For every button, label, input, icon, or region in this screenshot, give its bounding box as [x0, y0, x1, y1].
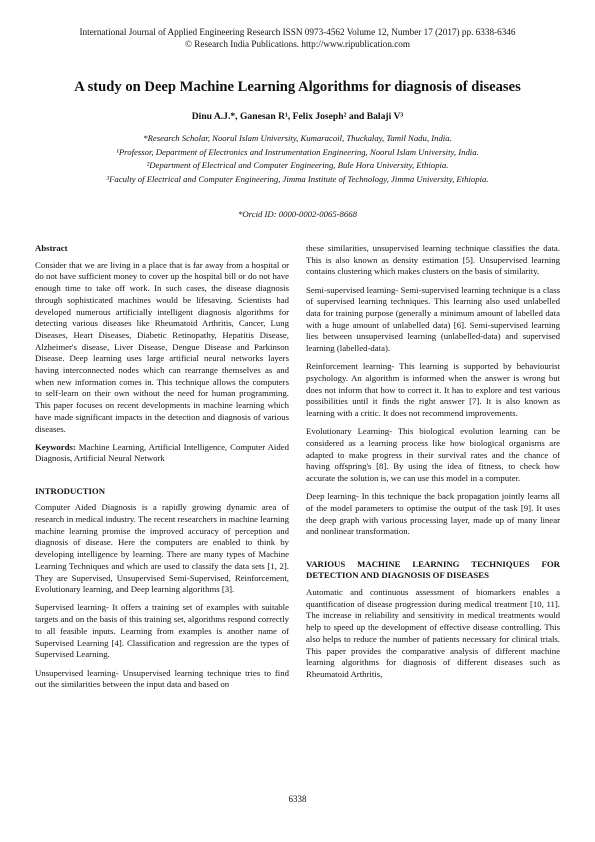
techniques-heading: VARIOUS MACHINE LEARNING TECHNIQUES FOR DETECTION AND DIAGNOSIS OF DISEASES — [306, 558, 560, 581]
affiliations — [0, 132, 595, 186]
keywords-label: Keywords: — [35, 441, 76, 452]
intro-paragraph-1: Computer Aided Diagnosis is a rapidly growing dynamic area of research in medical industry. The recent researchers in machine learning machine learning promise the improved accuracy of perception and diagnosis of disease. Here the computers are enabled to think by developing intelligence by learning. There are many types of Machine Learning Techniques and which are used to classify the data sets [1, 2]. They are Supervised, Unsupervised Semi-Supervised, Reinforcement, Evolutionary learning, and Deep learning algorithms [3]. — [35, 502, 289, 595]
abstract-text: Consider that we are living in a place that is far away from a hospital or do not have sufficient money to cover up the hospital bill or do not have enough time to take off work. In such cases, the disease diagnosis through sophisticated machines would be lifesaving. Scientists had developed numerous artificially intelligent diagnosis algorithms for detecting various diseases like Rheumatoid Arthritis, Cancer, Lung Diseases, Heart Diseases, Diabetic Retinopathy, Hepatitis Disease, Alzheimer's disease, Liver Disease, Dengue Disease and Parkinson Disease. Deep learning uses large artificial neural networks layers having interconnected nodes which can rearrange themselves as and when new information comes in. This technique allows the computers to self-learn on their own without the need for human programming. This paper focuses on recent developments in machine learning which have made significant impacts in the detection and diagnosis of various diseases. — [35, 259, 289, 434]
journal-header-line1: International Journal of Applied Engineering Research ISSN 0973-4562 Volume 12, Number 17 (2017) pp. 6338-6346 — [79, 27, 516, 37]
keywords — [35, 442, 289, 465]
right-paragraph-3: Reinforcement learning- This learning is supported by behaviourist psychology. An algorithm is informed when the answer is wrong but does not inform that how to correct it. It has to explore and test various possibilities until it finds the right answer [7]. It is also known as learning with a critic. It does not recommend improvements. — [306, 361, 560, 419]
right-paragraph-4: Evolutionary Learning- This biological evolution learning can be considered as a learning process like how biological organisms are adapted to make progress in their survival rates and the chance of having offspring's [8]. By using the idea of fitness, to check how accurate the solution is, we can use this model in a computer. — [306, 426, 560, 484]
keywords-text: Machine Learning, Artificial Intelligence, Computer Aided Diagnosis, Artificial Neural Network — [35, 441, 289, 464]
right-paragraph-1: these similarities, unsupervised learning technique classifies the data. This is also known as density estimation [5]. Unsupervised learning contains clustering which makes clusters on the basis of similarity. — [306, 243, 560, 277]
right-paragraph-6: Automatic and continuous assessment of biomarkers enables a quantification of disease progression during medical treatment [10, 11]. The increase in reliability and sensitivity in medical treatments would help to speed up the development of effective disease controlling. This also helps to reduce the number of patients necessary for clinical trials. This paper provides the comparative analysis of different machine learning algorithms for diagnosis of different diseases such as Rheumatoid Arthritis, — [306, 587, 560, 679]
orcid-line: *Orcid ID: 0000-0002-0065-8668 — [238, 209, 357, 219]
right-paragraph-2: Semi-supervised learning- Semi-supervised learning technique is a class of supervised learning techniques. This learning also used unlabelled data for training purpose (generally a minimum amount of labelled data with a huge amount of unlabelled data) [6]. Semi-supervised learning lies between unsupervised learning (unlabelled-data) and supervised learning (labelled-data). — [306, 284, 560, 354]
left-column — [35, 243, 289, 697]
affiliation-1: ¹Professor, Department of Electronics and Instrumentation Engineering, Noorul Islam University, India. — [116, 146, 479, 157]
abstract-heading: Abstract — [35, 243, 68, 253]
intro-paragraph-3: Unsupervised learning- Unsupervised learning technique tries to find out the similarities between the input data and based on — [35, 667, 289, 690]
author-list: Dinu A.J.*, Ganesan R¹, Felix Joseph² and Balaji V³ — [191, 111, 404, 122]
affiliation-0: *Research Scholar, Noorul Islam University, Kumaracoil, Thuckalay, Tamil Nadu, India. — [143, 133, 452, 143]
introduction-heading: INTRODUCTION — [35, 485, 106, 496]
right-column — [306, 243, 560, 687]
paper-title: A study on Deep Machine Learning Algorithms for diagnosis of diseases — [74, 79, 521, 95]
journal-header-line2: © Research India Publications. http://www.ripublication.com — [184, 39, 411, 49]
journal-header — [0, 26, 595, 50]
affiliation-2: ²Department of Electrical and Computer Engineering, Bule Hora University, Ethiopia. — [146, 160, 449, 171]
right-paragraph-5: Deep learning- In this technique the back propagation jointly learns all of the model parameters to optimise the output of the task [9]. It uses the deep graph with various processing layer, made up of many linear and nonlinear transformation. — [306, 491, 560, 537]
intro-paragraph-2: Supervised learning- It offers a training set of examples with suitable targets and on the basis of this training set, algorithms respond correctly to all feasible inputs. Learning from examples is another name of Supervised Learning [4]. Classification and regression are the types of Supervised Learning. — [35, 602, 289, 660]
affiliation-3: ³Faculty of Electrical and Computer Engineering, Jimma Institute of Technology, Jimma University, Ethiopia. — [106, 173, 489, 184]
page-number: 6338 — [288, 794, 307, 804]
